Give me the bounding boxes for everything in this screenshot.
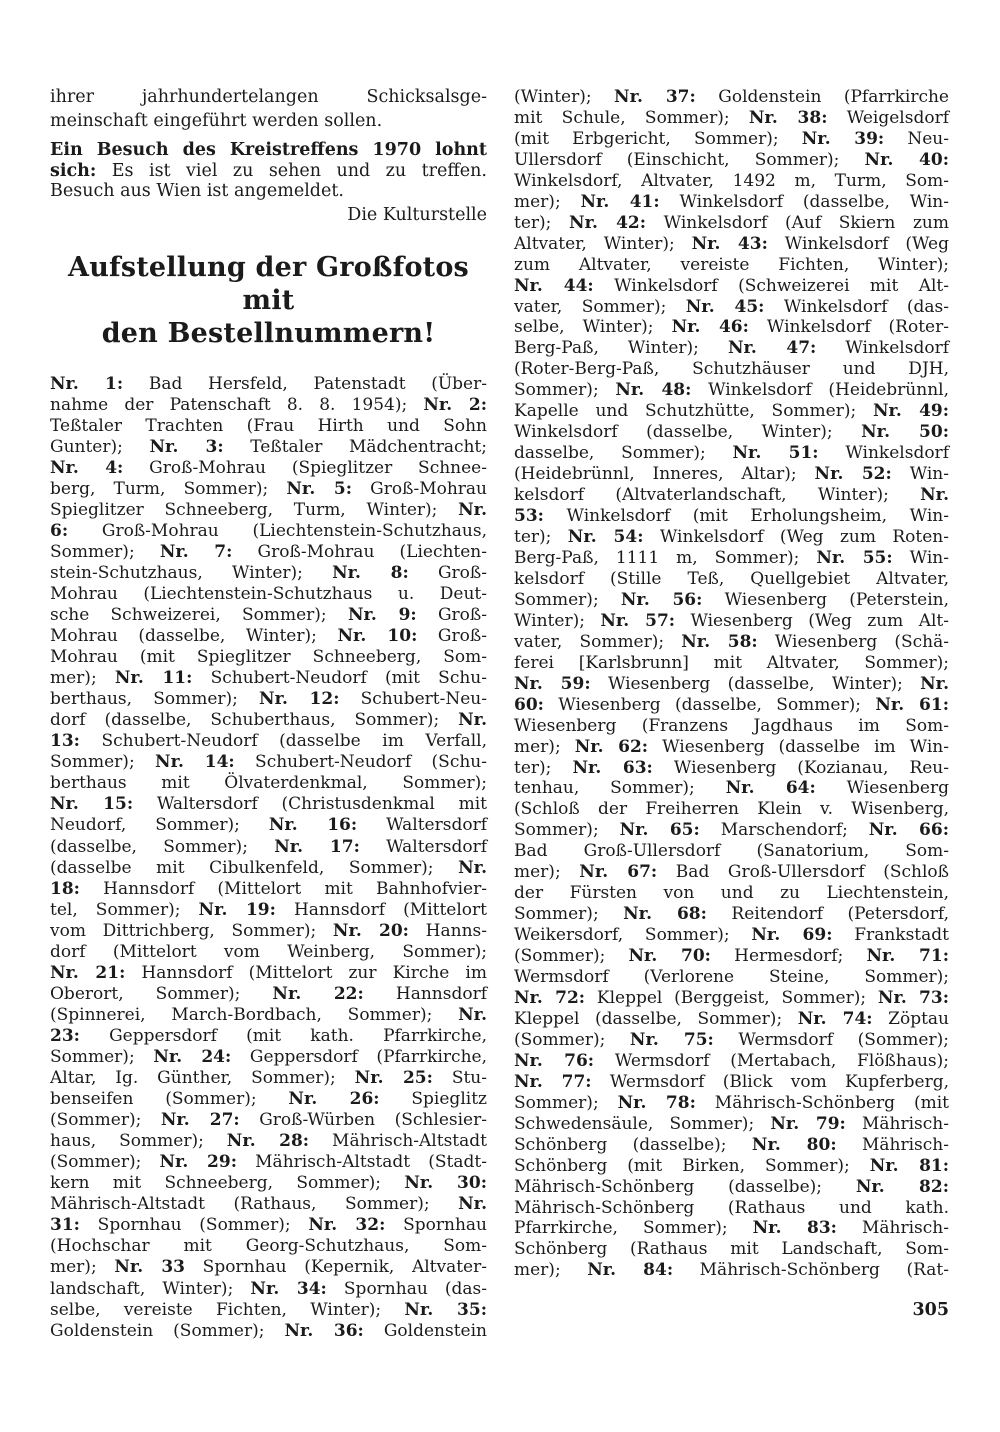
text-line: selbe, Winter); Nr. 46: Winkelsdorf (Roter- <box>514 317 949 338</box>
text-line: dorf (dasselbe, Schuberthaus, Sommer); Nr. <box>50 710 487 731</box>
text-line: Kleppel (dasselbe, Sommer); Nr. 74: Zöptau <box>514 1008 949 1029</box>
text-line: mer); Nr. 33 Spornhau (Kepernik, Altvater- <box>50 1257 487 1278</box>
text-line: Sommer); Nr. 78: Mährisch-Schönberg (mit <box>514 1092 949 1113</box>
text-line: Pfarrkirche, Sommer); Nr. 83: Mährisch- <box>514 1218 949 1239</box>
text-line: (Hochschar mit Georg-Schutzhaus, Som- <box>50 1236 487 1257</box>
text-line: kelsdorf (Stille Teß, Quellgebiet Altvater, <box>514 568 949 589</box>
text-line: mer); Nr. 41: Winkelsdorf (dasselbe, Win- <box>514 191 949 212</box>
text-line: landschaft, Winter); Nr. 34: Spornhau (das- <box>50 1278 487 1299</box>
text-line: der Fürsten von und zu Liechtenstein, <box>514 883 949 904</box>
text-line: Sommer); Nr. 24: Geppersdorf (Pfarrkirche, <box>50 1047 487 1067</box>
text-line: Oberort, Sommer); Nr. 22: Hannsdorf <box>50 983 487 1004</box>
text-line: Mohrau (dasselbe, Winter); Nr. 10: Groß- <box>50 626 487 647</box>
text-line: 6: Groß-Mohrau (Liechtenstein-Schutzhaus, <box>50 520 487 541</box>
text-line: (Sommer); Nr. 70: Hermesdorf; Nr. 71: <box>514 946 949 967</box>
text-line: Nr. 77: Wermsdorf (Blick vom Kupferberg, <box>514 1071 949 1092</box>
text-line: Sommer); Nr. 68: Reitendorf (Petersdorf, <box>514 904 949 925</box>
text-line: Mohrau (Liechtenstein-Schutzhaus u. Deut- <box>50 583 487 604</box>
text-line: Teßtaler Trachten (Frau Hirth und Sohn <box>50 415 487 436</box>
text-line: ihrer jahrhundertelangen Schicksalsge- <box>50 87 487 107</box>
page-number: 305 <box>912 1300 949 1320</box>
text-line: Altvater, Winter); Nr. 43: Winkelsdorf (Weg <box>514 233 949 254</box>
text-line: Altar, Ig. Günther, Sommer); Nr. 25: Stu- <box>50 1068 487 1089</box>
text-line: dasselbe, Sommer); Nr. 51: Winkelsdorf <box>514 443 949 464</box>
text-line: (dasselbe mit Cibulkenfeld, Sommer); Nr. <box>50 857 487 878</box>
text-line: Schönberg (dasselbe); Nr. 80: Mährisch- <box>514 1134 949 1155</box>
text-line: Weikersdorf, Sommer); Nr. 69: Frankstadt <box>514 925 949 946</box>
text-line: den Bestellnummern! <box>101 317 436 349</box>
text-line: tenhau, Sommer); Nr. 64: Wiesenberg <box>514 778 949 799</box>
text-line: Goldenstein (Sommer); Nr. 36: Goldenstein <box>50 1320 487 1341</box>
text-line: Nr. 72: Kleppel (Berggeist, Sommer); Nr. 73: <box>514 987 949 1008</box>
text-line: tel, Sommer); Nr. 19: Hannsdorf (Mittelort <box>50 899 487 920</box>
text-line: (Winter); Nr. 37: Goldenstein (Pfarrkirche <box>514 87 949 107</box>
text-line: 23: Geppersdorf (mit kath. Pfarrkirche, <box>50 1025 487 1046</box>
text-line: (Sommer); Nr. 27: Groß-Würben (Schlesier- <box>50 1110 487 1131</box>
text-line: (Sommer); Nr. 29: Mährisch-Altstadt (Stadt- <box>50 1152 487 1173</box>
text-line: Spieglitzer Schneeberg, Turm, Winter); Nr. <box>50 499 487 520</box>
text-line: 60: Wiesenberg (dasselbe, Sommer); Nr. 61: <box>514 694 949 715</box>
text-line: vom Dittrichberg, Sommer); Nr. 20: Hanns- <box>50 920 487 941</box>
text-line: Aufstellung der Großfotos mit <box>68 251 469 316</box>
text-line: zum Altvater, vereiste Fichten, Winter); <box>514 254 949 275</box>
text-line: stein-Schutzhaus, Winter); Nr. 8: Groß- <box>50 562 487 583</box>
text-line: Mährisch-Schönberg (dasselbe); Nr. 82: <box>514 1176 949 1197</box>
text-line: Nr. 76: Wermsdorf (Mertabach, Flößhaus); <box>514 1050 949 1071</box>
text-line: kern mit Schneeberg, Sommer); Nr. 30: <box>50 1173 487 1194</box>
text-line: mer); Nr. 67: Bad Groß-Ullersdorf (Schloß <box>514 862 949 883</box>
text-line: (Schloß der Freiherren Klein v. Wisenberg, <box>514 799 949 820</box>
text-line: Sommer); Nr. 14: Schubert-Neudorf (Schu- <box>50 752 487 773</box>
text-line: selbe, vereiste Fichten, Winter); Nr. 35: <box>50 1299 487 1320</box>
text-line: Bad Groß-Ullersdorf (Sanatorium, Som- <box>514 841 949 862</box>
text-line: Sommer); Nr. 65: Marschendorf; Nr. 66: <box>514 820 949 841</box>
text-line: 13: Schubert-Neudorf (dasselbe im Verfall, <box>50 731 487 752</box>
text-line: (Spinnerei, March-Bordbach, Sommer); Nr. <box>50 1004 487 1025</box>
text-line: (dasselbe, Sommer); Nr. 17: Waltersdorf <box>50 836 487 857</box>
left-column <box>50 0 487 1342</box>
text-line: (Heidebrünnl, Inneres, Altar); Nr. 52: Win- <box>514 464 949 485</box>
text-line: Winter); Nr. 57: Wiesenberg (Weg zum Alt- <box>514 610 949 631</box>
text-line: ter); Nr. 63: Wiesenberg (Kozianau, Reu- <box>514 757 949 778</box>
text-line: Ullersdorf (Einschicht, Sommer); Nr. 40: <box>514 149 949 170</box>
text-line: Mohrau (mit Spieglitzer Schneeberg, Som- <box>50 647 487 668</box>
text-line: benseifen (Sommer); Nr. 26: Spieglitz <box>50 1089 487 1110</box>
text-line: ter); Nr. 54: Winkelsdorf (Weg zum Roten- <box>514 527 949 548</box>
text-line: meinschaft eingeführt werden sollen. <box>50 110 383 131</box>
text-line: berthaus, Sommer); Nr. 12: Schubert-Neu- <box>50 689 487 710</box>
text-line: (mit Erbgericht, Sommer); Nr. 39: Neu- <box>514 128 949 149</box>
text-line: 18: Hannsdorf (Mittelort mit Bahnhofvier- <box>50 878 487 899</box>
text-line: Nr. 4: Groß-Mohrau (Spieglitzer Schnee- <box>50 457 487 478</box>
text-line: sich: Es ist viel zu sehen und zu treffen. <box>50 160 487 181</box>
intro-paragraph <box>50 86 487 133</box>
text-line: Ein Besuch des Kreistreffens 1970 lohnt <box>50 140 487 160</box>
text-line: Kapelle und Schutzhütte, Sommer); Nr. 49: <box>514 401 949 422</box>
text-line: Gunter); Nr. 3: Teßtaler Mädchentracht; <box>50 436 487 457</box>
text-line: mit Schule, Sommer); Nr. 38: Weigelsdorf <box>514 107 949 128</box>
text-line: Neudorf, Sommer); Nr. 16: Waltersdorf <box>50 815 487 836</box>
text-line: haus, Sommer); Nr. 28: Mährisch-Altstadt <box>50 1131 487 1152</box>
text-line: Wermsdorf (Verlorene Steine, Sommer); <box>514 967 949 988</box>
text-line: mer); Nr. 62: Wiesenberg (dasselbe im Win- <box>514 736 949 757</box>
text-line: Berg-Paß, 1111 m, Sommer); Nr. 55: Win- <box>514 547 949 568</box>
right-column <box>514 87 949 1281</box>
signature-line <box>50 205 487 226</box>
text-line: mer); Nr. 84: Mährisch-Schönberg (Rat- <box>514 1260 949 1281</box>
text-line: sche Schweizerei, Sommer); Nr. 9: Groß- <box>50 605 487 626</box>
text-line: Schwedensäule, Sommer); Nr. 79: Mährisch- <box>514 1113 949 1134</box>
text-line: Winkelsdorf, Altvater, 1492 m, Turm, Som- <box>514 170 949 191</box>
text-line: Sommer); Nr. 48: Winkelsdorf (Heidebrünnl, <box>514 380 949 401</box>
text-line: nahme der Patenschaft 8. 8. 1954); Nr. 2: <box>50 394 487 415</box>
text-line: 31: Spornhau (Sommer); Nr. 32: Spornhau <box>50 1215 487 1236</box>
photo-list-left <box>50 374 487 1342</box>
text-line: Nr. 59: Wiesenberg (dasselbe, Winter); Nr. <box>514 673 949 694</box>
text-line: ferei [Karlsbrunn] mit Altvater, Sommer); <box>514 652 949 673</box>
text-line: ter); Nr. 42: Winkelsdorf (Auf Skiern zum <box>514 212 949 233</box>
text-line: Die Kulturstelle <box>347 204 487 225</box>
text-line: Nr. 44: Winkelsdorf (Schweizerei mit Alt- <box>514 275 949 296</box>
text-line: dorf (Mittelort vom Weinberg, Sommer); <box>50 941 487 962</box>
text-line: kelsdorf (Altvaterlandschaft, Winter); Nr. <box>514 485 949 506</box>
text-line: Berg-Paß, Winter); Nr. 47: Winkelsdorf <box>514 338 949 359</box>
text-line: Schönberg (mit Birken, Sommer); Nr. 81: <box>514 1155 949 1176</box>
text-line: Sommer); Nr. 56: Wiesenberg (Peterstein, <box>514 589 949 610</box>
text-line: (Roter-Berg-Paß, Schutzhäuser und DJH, <box>514 359 949 380</box>
photo-list-right <box>514 87 949 1281</box>
text-line: Mährisch-Schönberg (Rathaus und kath. <box>514 1197 949 1218</box>
text-line: Wiesenberg (Franzens Jagdhaus im Som- <box>514 715 949 736</box>
text-line: Nr. 15: Waltersdorf (Christusdenkmal mit <box>50 794 487 815</box>
text-line: berthaus mit Ölvaterdenkmal, Sommer); <box>50 773 487 794</box>
text-line: Nr. 21: Hannsdorf (Mittelort zur Kirche im <box>50 962 487 983</box>
text-line: Besuch aus Wien ist angemeldet. <box>50 181 344 201</box>
text-line: 53: Winkelsdorf (mit Erholungsheim, Win- <box>514 506 949 527</box>
text-line: Nr. 1: Bad Hersfeld, Patenstadt (Über- <box>50 373 487 394</box>
text-line: vater, Sommer); Nr. 58: Wiesenberg (Schä- <box>514 631 949 652</box>
text-line: berg, Turm, Sommer); Nr. 5: Groß-Mohrau <box>50 478 487 499</box>
text-line: (Sommer); Nr. 75: Wermsdorf (Sommer); <box>514 1029 949 1050</box>
text-line: Winkelsdorf (dasselbe, Winter); Nr. 50: <box>514 422 949 443</box>
text-line: Schönberg (Rathaus mit Landschaft, Som- <box>514 1239 949 1260</box>
announcement-paragraph <box>50 140 487 202</box>
text-line: mer); Nr. 11: Schubert-Neudorf (mit Schu- <box>50 668 487 689</box>
text-line: vater, Sommer); Nr. 45: Winkelsdorf (das- <box>514 296 949 317</box>
text-line: Mährisch-Altstadt (Rathaus, Sommer); Nr. <box>50 1194 487 1215</box>
text-line: Sommer); Nr. 7: Groß-Mohrau (Liechten- <box>50 541 487 562</box>
section-heading <box>50 251 487 350</box>
